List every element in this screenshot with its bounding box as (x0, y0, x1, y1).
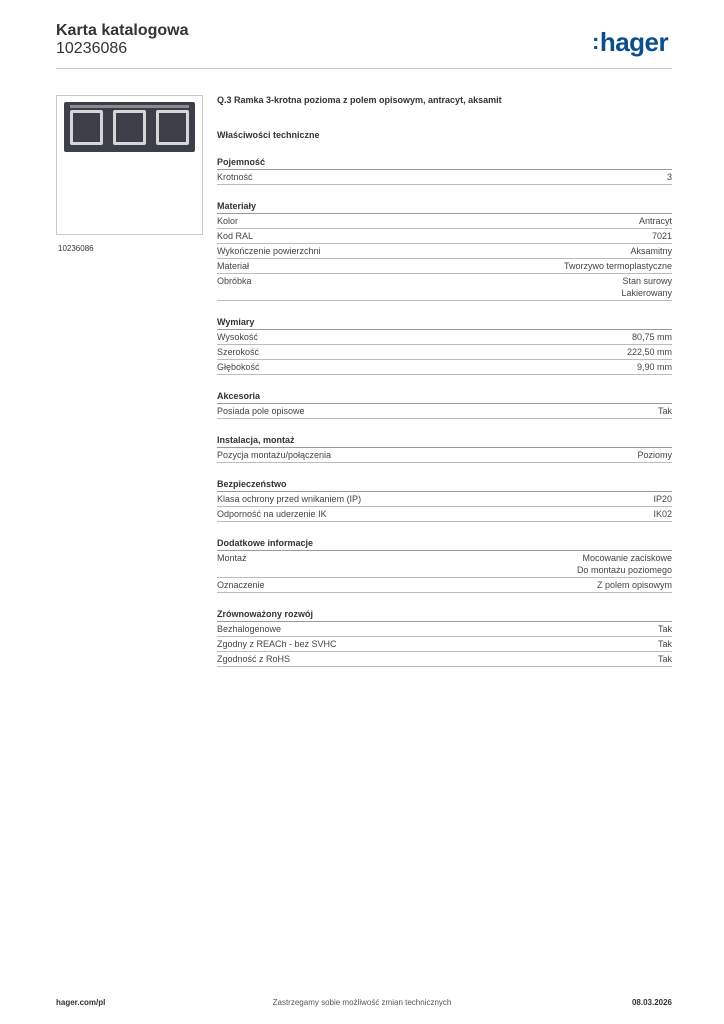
spec-row (217, 330, 672, 345)
spec-value-line: Aksamitny (630, 246, 672, 256)
spec-section (217, 390, 672, 419)
spec-value-line: 7021 (651, 231, 672, 241)
spec-row (217, 551, 672, 578)
spec-key: Szerokość (217, 347, 260, 357)
spec-value-line: Tak (657, 406, 672, 416)
spec-value-line: Tworzywo termoplastyczne (563, 261, 672, 271)
spec-key: Materiał (217, 261, 250, 271)
spec-value-line: 222,50 mm (626, 347, 672, 357)
section-title: Wymiary (217, 316, 672, 330)
spec-key: Klasa ochrony przed wnikaniem (IP) (217, 494, 362, 504)
spec-value-line: 3 (666, 172, 672, 182)
spec-key: Oznaczenie (217, 580, 265, 590)
spec-value-line: IP20 (653, 494, 672, 504)
spec-value-line: Z polem opisowym (596, 580, 672, 590)
spec-value-line: Tak (657, 639, 672, 649)
logo-text: hager (599, 27, 669, 57)
spec-row (217, 404, 672, 419)
spec-value (597, 579, 672, 591)
tech-properties-heading: Właściwości techniczne (217, 130, 320, 140)
spec-row (217, 170, 672, 185)
header-divider (56, 68, 672, 69)
product-details (217, 94, 672, 667)
spec-row (217, 637, 672, 652)
spec-row (217, 345, 672, 360)
spec-row (217, 578, 672, 593)
frame-opening-1 (70, 110, 103, 145)
logo-dots: : (592, 29, 599, 54)
section-title: Zrównoważony rozwój (217, 608, 672, 622)
spec-sections (217, 156, 672, 667)
spec-row (217, 448, 672, 463)
spec-value-line: Tak (657, 624, 672, 634)
section-title: Instalacja, montaż (217, 434, 672, 448)
hager-logo (592, 28, 668, 58)
spec-row (217, 507, 672, 522)
spec-value-line: 9,90 mm (636, 362, 672, 372)
spec-row (217, 360, 672, 375)
spec-section (217, 316, 672, 375)
image-caption: 10236086 (58, 244, 94, 253)
spec-value (639, 215, 672, 227)
spec-section (217, 608, 672, 667)
spec-value (621, 275, 672, 299)
spec-key: Pozycja montażu/połączenia (217, 450, 332, 460)
spec-section (217, 200, 672, 301)
product-image (56, 95, 203, 235)
document-number: 10236086 (56, 40, 128, 57)
section-title: Bezpieczeństwo (217, 478, 672, 492)
spec-row (217, 492, 672, 507)
spec-row (217, 622, 672, 637)
spec-key: Bezhalogenowe (217, 624, 282, 634)
spec-row (217, 244, 672, 259)
spec-row (217, 259, 672, 274)
spec-value (658, 638, 672, 650)
spec-key: Wysokość (217, 332, 258, 342)
spec-key: Krotność (217, 172, 253, 182)
footer-date: 08.03.2026 (631, 998, 672, 1007)
spec-key: Wykończenie powierzchni (217, 246, 321, 256)
spec-value (637, 449, 672, 461)
spec-section (217, 537, 672, 593)
spec-row (217, 229, 672, 244)
spec-value (577, 552, 672, 576)
spec-value (658, 623, 672, 635)
spec-value-line: Lakierowany (621, 288, 672, 298)
spec-value (658, 405, 672, 417)
spec-section (217, 434, 672, 463)
spec-row (217, 652, 672, 667)
spec-key: Odporność na uderzenie IK (217, 509, 327, 519)
spec-value (653, 508, 672, 520)
spec-row (217, 214, 672, 229)
section-title: Pojemność (217, 156, 672, 170)
spec-value (658, 653, 672, 665)
spec-value-line: Poziomy (637, 450, 672, 460)
label-field (70, 105, 189, 108)
spec-section (217, 156, 672, 185)
spec-value-line: Stan surowy (622, 276, 672, 286)
spec-value (652, 230, 672, 242)
spec-value (630, 245, 672, 257)
spec-value-line: Antracyt (638, 216, 672, 226)
spec-value-line: Mocowanie zaciskowe (582, 553, 672, 563)
section-title: Dodatkowe informacje (217, 537, 672, 551)
spec-key: Zgodny z REACh - bez SVHC (217, 639, 337, 649)
spec-value (632, 331, 672, 343)
spec-key: Zgodność z RoHS (217, 654, 291, 664)
spec-row (217, 274, 672, 301)
document-header (56, 22, 188, 58)
section-title: Materiały (217, 200, 672, 214)
footer-disclaimer: Zastrzegamy sobie możliwość zmian technicznych (272, 998, 452, 1007)
spec-value-line: 80,75 mm (631, 332, 672, 342)
document-title: Karta katalogowa (56, 22, 189, 39)
spec-key: Obróbka (217, 276, 252, 286)
spec-section (217, 478, 672, 522)
spec-value-line: Tak (657, 654, 672, 664)
spec-key: Montaż (217, 553, 247, 563)
section-title: Akcesoria (217, 390, 672, 404)
spec-value (667, 171, 672, 183)
spec-value (564, 260, 672, 272)
spec-key: Kod RAL (217, 231, 254, 241)
spec-key: Kolor (217, 216, 239, 226)
frame-opening-2 (113, 110, 146, 145)
product-title: Q.3 Ramka 3-krotna pozioma z polem opisowym, antracyt, aksamit (217, 95, 502, 105)
frame-opening-3 (156, 110, 189, 145)
spec-value (637, 361, 672, 373)
spec-key: Głębokość (217, 362, 260, 372)
frame-picture (64, 102, 195, 152)
spec-value-line: IK02 (653, 509, 672, 519)
footer-website: hager.com/pl (56, 998, 106, 1007)
spec-key: Posiada pole opisowe (217, 406, 305, 416)
spec-value (653, 493, 672, 505)
spec-value-line: Do montażu poziomego (576, 565, 672, 575)
spec-value (627, 346, 672, 358)
